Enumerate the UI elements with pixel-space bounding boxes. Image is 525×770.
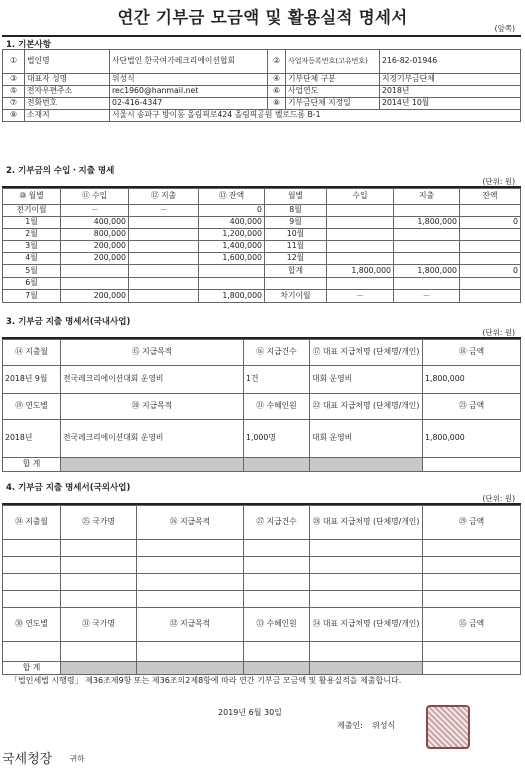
column-header: ⑳ 지급목적	[61, 394, 244, 420]
month-cell: 3월	[3, 241, 61, 253]
balance-cell	[199, 278, 265, 290]
field-label: 대표자 성명	[25, 74, 110, 86]
balance-cell: 0	[460, 265, 521, 278]
column-header: ㉙ 금액	[423, 506, 521, 540]
payment-purpose: 전국레크리에이션대회 운영비	[61, 366, 244, 394]
table-row	[3, 217, 521, 229]
income-expense-table	[2, 188, 521, 303]
empty-cell	[423, 642, 521, 662]
empty-cell	[3, 540, 61, 557]
balance-cell: 0	[199, 205, 265, 217]
income-cell	[327, 205, 394, 217]
expense-cell: －	[394, 290, 460, 303]
amount: 1,800,000	[423, 420, 521, 458]
field-number: ⑦	[3, 98, 25, 110]
empty-cell	[310, 591, 423, 608]
shaded-cell	[244, 458, 310, 472]
column-header: ㉚ 연도별	[3, 608, 61, 642]
field-label: 기부금단체 지정일	[286, 98, 380, 110]
field-number: ④	[268, 74, 286, 86]
basic-info-row	[3, 110, 521, 122]
column-header: ⑱ 금액	[423, 340, 521, 366]
income-cell	[61, 265, 129, 278]
table-row	[3, 366, 521, 394]
income-cell	[327, 278, 394, 290]
basic-info-row	[3, 98, 521, 110]
month-cell: 9월	[265, 217, 327, 229]
column-header: 지출	[394, 189, 460, 205]
table-row	[3, 290, 521, 303]
expense-cell: 1,800,000	[394, 265, 460, 278]
empty-cell	[310, 574, 423, 591]
column-header: 잔액	[460, 189, 521, 205]
empty-cell	[423, 574, 521, 591]
balance-cell: 1,600,000	[199, 253, 265, 265]
month-cell: 합계	[265, 265, 327, 278]
page-side-tag: (앞쪽)	[494, 24, 515, 33]
total-row	[3, 458, 521, 472]
income-cell: 1,800,000	[327, 265, 394, 278]
empty-cell	[137, 591, 244, 608]
table-row	[3, 278, 521, 290]
empty-cell	[3, 557, 61, 574]
addressee: 국세청장	[2, 752, 53, 767]
submission-date: 2019년 6월 30일	[218, 708, 282, 717]
balance-cell	[460, 205, 521, 217]
month-cell: 11월	[265, 241, 327, 253]
donation-org-type: 지정기부금단체	[380, 74, 521, 86]
submitter-label: 제출인:	[337, 721, 363, 730]
total-amount	[423, 458, 521, 472]
email-address: rec1960@hanmail.net	[110, 86, 268, 98]
table-row	[3, 591, 521, 608]
expense-cell	[129, 241, 199, 253]
column-header: ㉝ 수혜인원	[244, 608, 310, 642]
empty-cell	[310, 557, 423, 574]
month-cell: 4월	[3, 253, 61, 265]
expense-cell	[394, 278, 460, 290]
basic-info-row	[3, 74, 521, 86]
shaded-cell	[244, 662, 310, 675]
month-cell	[265, 278, 327, 290]
field-number: ③	[3, 74, 25, 86]
income-cell	[327, 253, 394, 265]
unit-label: (단위: 원)	[482, 177, 515, 186]
income-cell: 200,000	[61, 290, 129, 303]
column-header: ㉖ 지급목적	[137, 506, 244, 540]
field-label: 소재지	[25, 110, 110, 122]
column-header: ㉓ 금액	[423, 394, 521, 420]
column-header: ⑫ 지출	[129, 189, 199, 205]
section-2-heading: 2. 기부금의 수입ㆍ지출 명세	[6, 166, 115, 176]
expense-month: 2018년 9월	[3, 366, 61, 394]
income-cell: 400,000	[61, 217, 129, 229]
table-row	[3, 241, 521, 253]
beneficiary-count: 1,000명	[244, 420, 310, 458]
column-header: ㉞ 대표 지급처명 (단체명/개인)	[310, 608, 423, 642]
balance-cell: 400,000	[199, 217, 265, 229]
field-number: ⑧	[268, 98, 286, 110]
empty-cell	[423, 540, 521, 557]
month-cell: 1월	[3, 217, 61, 229]
field-label: 사업연도	[286, 86, 380, 98]
column-header: ㉗ 지급건수	[244, 506, 310, 540]
expense-cell: －	[129, 205, 199, 217]
total-label: 합 계	[3, 458, 61, 472]
income-cell: －	[327, 290, 394, 303]
balance-cell	[199, 265, 265, 278]
expense-cell	[129, 217, 199, 229]
month-cell: 7월	[3, 290, 61, 303]
balance-cell	[460, 278, 521, 290]
income-cell: －	[61, 205, 129, 217]
expense-cell	[129, 253, 199, 265]
empty-cell	[244, 540, 310, 557]
income-cell	[327, 241, 394, 253]
expense-cell	[129, 229, 199, 241]
income-cell: 800,000	[61, 229, 129, 241]
official-seal-stamp	[426, 705, 470, 749]
total-row	[3, 662, 521, 675]
income-cell	[61, 278, 129, 290]
table-header-row	[3, 608, 521, 642]
balance-cell: 1,400,000	[199, 241, 265, 253]
field-number: ⑨	[3, 110, 25, 122]
column-header: ㉜ 지급목적	[137, 608, 244, 642]
empty-cell	[3, 642, 61, 662]
basic-info-row	[3, 86, 521, 98]
table-row	[3, 265, 521, 278]
empty-cell	[244, 574, 310, 591]
expense-cell	[394, 253, 460, 265]
balance-cell	[460, 241, 521, 253]
field-number: ⑥	[268, 86, 286, 98]
section-3-heading: 3. 기부금 지출 명세서(국내사업)	[6, 317, 131, 327]
expense-cell	[129, 265, 199, 278]
column-header: ⑪ 수입	[61, 189, 129, 205]
document-title: 연간 기부금 모금액 및 활용실적 명세서	[117, 8, 408, 27]
business-number: 216-82-01946	[380, 50, 521, 74]
payee-name: 대회 운영비	[310, 420, 423, 458]
address: 서울시 송파구 방이동 올림픽로424 올림픽공원 벨로드롬 B-1	[110, 110, 521, 122]
addressee-honorific: 귀하	[70, 754, 85, 763]
table-row	[3, 557, 521, 574]
empty-cell	[3, 574, 61, 591]
empty-cell	[423, 591, 521, 608]
expense-cell	[129, 278, 199, 290]
section-4-heading: 4. 기부금 지출 명세서(국외사업)	[6, 483, 131, 493]
section-1-heading: 1. 기본사항	[6, 40, 51, 50]
month-cell: 전기이월	[3, 205, 61, 217]
month-cell: 차기이월	[265, 290, 327, 303]
unit-label: (단위: 원)	[482, 328, 515, 337]
field-label: 사업자등록번호(고유번호)	[286, 50, 380, 74]
total-label: 합 계	[3, 662, 61, 675]
column-header: ⑩ 월별	[3, 189, 61, 205]
column-header: ⑬ 잔액	[199, 189, 265, 205]
column-header: ㉔ 지출월	[3, 506, 61, 540]
empty-cell	[244, 591, 310, 608]
unit-label: (단위: 원)	[482, 494, 515, 503]
top-rule	[2, 35, 521, 37]
field-label: 전자우편주소	[25, 86, 110, 98]
empty-cell	[137, 574, 244, 591]
empty-cell	[137, 642, 244, 662]
month-cell: 2월	[3, 229, 61, 241]
shaded-cell	[137, 662, 244, 675]
phone-number: 02-416-4347	[110, 98, 268, 110]
amount: 1,800,000	[423, 366, 521, 394]
column-header: 월별	[265, 189, 327, 205]
income-cell	[327, 229, 394, 241]
basic-info-table	[2, 49, 521, 122]
column-header: ㉟ 금액	[423, 608, 521, 642]
payee-name: 대회 운영비	[310, 366, 423, 394]
empty-cell	[3, 591, 61, 608]
month-cell: 5월	[3, 265, 61, 278]
year: 2018년	[3, 420, 61, 458]
field-number: ②	[268, 50, 286, 74]
representative-name: 위성식	[110, 74, 268, 86]
column-header: ㉑ 수혜인원	[244, 394, 310, 420]
column-header: ㉕ 국가명	[61, 506, 137, 540]
table-row	[3, 205, 521, 217]
basic-info-row	[3, 50, 521, 74]
expense-cell	[394, 205, 460, 217]
field-label: 기부단체 구분	[286, 74, 380, 86]
table-row	[3, 642, 521, 662]
table-header-row	[3, 189, 521, 205]
table-row	[3, 574, 521, 591]
field-label: 법인명	[25, 50, 110, 74]
foreign-expense-table	[2, 505, 521, 675]
empty-cell	[423, 557, 521, 574]
income-cell: 200,000	[61, 253, 129, 265]
month-cell: 12월	[265, 253, 327, 265]
table-row	[3, 229, 521, 241]
empty-cell	[310, 642, 423, 662]
submission-statement: 「법인세법 시행령」 제36조제9항 또는 제36조의2제8항에 따라 연간 기부금 모금액 및 활용실적을 제출합니다.	[10, 676, 402, 685]
designation-date: 2014년 10월	[380, 98, 521, 110]
expense-cell: 1,800,000	[394, 217, 460, 229]
expense-cell	[394, 241, 460, 253]
table-row	[3, 253, 521, 265]
empty-cell	[61, 591, 137, 608]
column-header: ⑮ 지급목적	[61, 340, 244, 366]
empty-cell	[61, 574, 137, 591]
balance-cell	[460, 290, 521, 303]
corporation-name: 사단법인 한국여가레크리에이션협회	[110, 50, 268, 74]
balance-cell: 1,800,000	[199, 290, 265, 303]
empty-cell	[61, 642, 137, 662]
table-header-row	[3, 506, 521, 540]
empty-cell	[137, 540, 244, 557]
column-header: ⑭ 지출월	[3, 340, 61, 366]
column-header: ㉒ 대표 지급처명 (단체명/개인)	[310, 394, 423, 420]
submitter-name: 위성식	[372, 721, 396, 730]
income-cell	[327, 217, 394, 229]
balance-cell: 1,200,000	[199, 229, 265, 241]
payment-purpose: 전국레크리에이션대회 운영비	[61, 420, 244, 458]
column-header: ㉛ 국가명	[61, 608, 137, 642]
empty-cell	[61, 540, 137, 557]
empty-cell	[137, 557, 244, 574]
payment-count: 1건	[244, 366, 310, 394]
empty-cell	[244, 557, 310, 574]
column-header: ⑲ 연도별	[3, 394, 61, 420]
income-cell: 200,000	[61, 241, 129, 253]
shaded-cell	[61, 662, 137, 675]
shaded-cell	[61, 458, 244, 472]
field-number: ⑤	[3, 86, 25, 98]
total-amount	[423, 662, 521, 675]
table-header-row	[3, 340, 521, 366]
expense-cell	[129, 290, 199, 303]
column-header: 수입	[327, 189, 394, 205]
field-number: ①	[3, 50, 25, 74]
month-cell: 8월	[265, 205, 327, 217]
empty-cell	[244, 642, 310, 662]
domestic-expense-table	[2, 339, 521, 472]
empty-cell	[310, 540, 423, 557]
field-label: 전화번호	[25, 98, 110, 110]
column-header: ⑰ 대표 지급처명 (단체명/개인)	[310, 340, 423, 366]
month-cell: 6월	[3, 278, 61, 290]
business-year: 2018년	[380, 86, 521, 98]
expense-cell	[394, 229, 460, 241]
shaded-cell	[310, 458, 423, 472]
balance-cell	[460, 253, 521, 265]
table-row	[3, 420, 521, 458]
balance-cell: 0	[460, 217, 521, 229]
empty-cell	[61, 557, 137, 574]
month-cell: 10월	[265, 229, 327, 241]
table-row	[3, 540, 521, 557]
column-header: ⑯ 지급건수	[244, 340, 310, 366]
balance-cell	[460, 229, 521, 241]
shaded-cell	[310, 662, 423, 675]
table-header-row	[3, 394, 521, 420]
column-header: ㉘ 대표 지급처명 (단체명/개인)	[310, 506, 423, 540]
